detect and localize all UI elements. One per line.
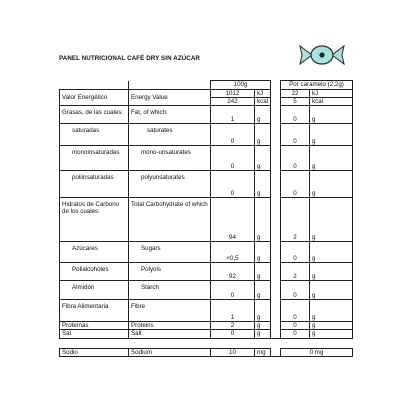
poly-label-en: polyunsaturates	[129, 171, 211, 198]
protein-value-unit: 0	[281, 322, 310, 330]
fibre-value-unit: 0	[281, 300, 310, 322]
fat-value-unit: 0	[281, 106, 310, 124]
fibre-value-100g: 1	[211, 300, 255, 322]
salt-value-unit: 0	[281, 330, 310, 338]
fat-label-es: Grasas, de las cuales:	[60, 106, 129, 124]
saturated-label-en: saturates	[129, 124, 211, 146]
salt-label-es: Sal	[60, 330, 129, 338]
fibre-row	[60, 300, 353, 322]
sodium-label-en: Sodium	[129, 348, 211, 356]
energy-kj-value: 1012	[211, 90, 255, 98]
starch-value-unit: 0	[281, 281, 310, 300]
sugars-label-en: Sugars	[129, 242, 211, 263]
polyols-unit: g	[255, 263, 271, 281]
energy-row-kj	[60, 90, 353, 98]
polyols-row	[60, 263, 353, 281]
poly-row	[60, 171, 353, 198]
fat-label-en: Fat, of which:	[129, 106, 211, 124]
starch-unit-2: g	[310, 281, 353, 300]
panel-title: PANEL NUTRICIONAL CAFÉ DRY SIN AZÚCAR	[59, 55, 200, 62]
energy-kcal-unit-label: kcal	[310, 98, 353, 106]
sugars-label-es: Azúcares	[60, 242, 129, 263]
energy-kj-unit-value: 22	[281, 90, 310, 98]
sodium-label-es: Sodio	[60, 348, 129, 356]
saturated-value-100g: 0	[211, 124, 255, 146]
poly-value-100g: 0	[211, 171, 255, 198]
energy-kcal-value: 242	[211, 98, 255, 106]
carbs-row	[60, 198, 353, 242]
sugars-unit: g	[255, 242, 271, 263]
saturated-unit-2: g	[310, 124, 353, 146]
starch-row	[60, 281, 353, 300]
polyols-value-100g: 92	[211, 263, 255, 281]
header-per-unit: Por caramelo (2,2g)	[281, 81, 353, 90]
salt-value-100g: 0	[211, 330, 255, 338]
mono-row	[60, 146, 353, 171]
salt-unit: g	[255, 330, 271, 338]
header-row	[60, 81, 353, 90]
fat-row	[60, 106, 353, 124]
fibre-unit: g	[255, 300, 271, 322]
carbs-unit-2: g	[310, 198, 353, 242]
energy-kj-unit-label: kJ	[310, 90, 353, 98]
salt-row	[60, 330, 353, 338]
sodium-value-100g: 10	[211, 348, 255, 356]
saturated-label-es: saturadas	[60, 124, 129, 146]
mono-value-unit: 0	[281, 146, 310, 171]
saturated-value-unit: 0	[281, 124, 310, 146]
starch-label-es: Almidón	[60, 281, 129, 300]
mono-unit: g	[255, 146, 271, 171]
mono-label-en: mono-unsaturates	[129, 146, 211, 171]
starch-value-100g: 0	[211, 281, 255, 300]
protein-unit-2: g	[310, 322, 353, 330]
poly-unit-2: g	[310, 171, 353, 198]
polyols-label-es: Polialcoholes	[60, 263, 129, 281]
fibre-unit-2: g	[310, 300, 353, 322]
fat-value-100g: 1	[211, 106, 255, 124]
salt-label-en: Salt	[129, 330, 211, 338]
candy-icon	[298, 42, 346, 68]
sugars-value-unit: 0	[281, 242, 310, 263]
fat-unit: g	[255, 106, 271, 124]
sodium-value-unit: 0 mg	[281, 348, 353, 356]
protein-value-100g: 2	[211, 322, 255, 330]
salt-unit-2: g	[310, 330, 353, 338]
mono-label-es: monoinsaturadas	[60, 146, 129, 171]
polyols-value-unit: 2	[281, 263, 310, 281]
starch-label-en: Starch	[129, 281, 211, 300]
energy-kj-unit: kJ	[255, 90, 271, 98]
energy-kcal-unit-value: 5	[281, 98, 310, 106]
sugars-row	[60, 242, 353, 263]
fibre-label-en: Fibre	[129, 300, 211, 322]
energy-label-en: Energy Value	[129, 90, 211, 106]
nutrition-table	[59, 80, 353, 357]
poly-unit: g	[255, 171, 271, 198]
sodium-unit: mg	[255, 348, 271, 356]
poly-label-es: poliinsaturadas	[60, 171, 129, 198]
protein-row	[60, 322, 353, 330]
polyols-label-en: Polyols	[129, 263, 211, 281]
sugars-value-100g: <0,5	[211, 242, 255, 263]
mono-value-100g: 0	[211, 146, 255, 171]
saturated-row	[60, 124, 353, 146]
carbs-value-100g: 94	[211, 198, 255, 242]
sodium-row	[60, 348, 353, 356]
starch-unit: g	[255, 281, 271, 300]
carbs-unit: g	[255, 198, 271, 242]
carbs-label-es: Hidratos de Carbono de los cuales:	[60, 198, 129, 242]
energy-kcal-unit: kcal	[255, 98, 271, 106]
sugars-unit-2: g	[310, 242, 353, 263]
saturated-unit: g	[255, 124, 271, 146]
header-per-100g: 100g	[211, 81, 271, 90]
poly-value-unit: 0	[281, 171, 310, 198]
fat-unit-2: g	[310, 106, 353, 124]
carbs-value-unit: 2	[281, 198, 310, 242]
fibre-label-es: Fibra Alimentaria	[60, 300, 129, 322]
energy-label-es: Valor Energético	[60, 90, 129, 106]
carbs-label-en: Total Carbohydrate of which	[129, 198, 211, 242]
protein-unit: g	[255, 322, 271, 330]
mono-unit-2: g	[310, 146, 353, 171]
protein-label-es: Proteínas	[60, 322, 129, 330]
polyols-unit-2: g	[310, 263, 353, 281]
protein-label-en: Proteins	[129, 322, 211, 330]
